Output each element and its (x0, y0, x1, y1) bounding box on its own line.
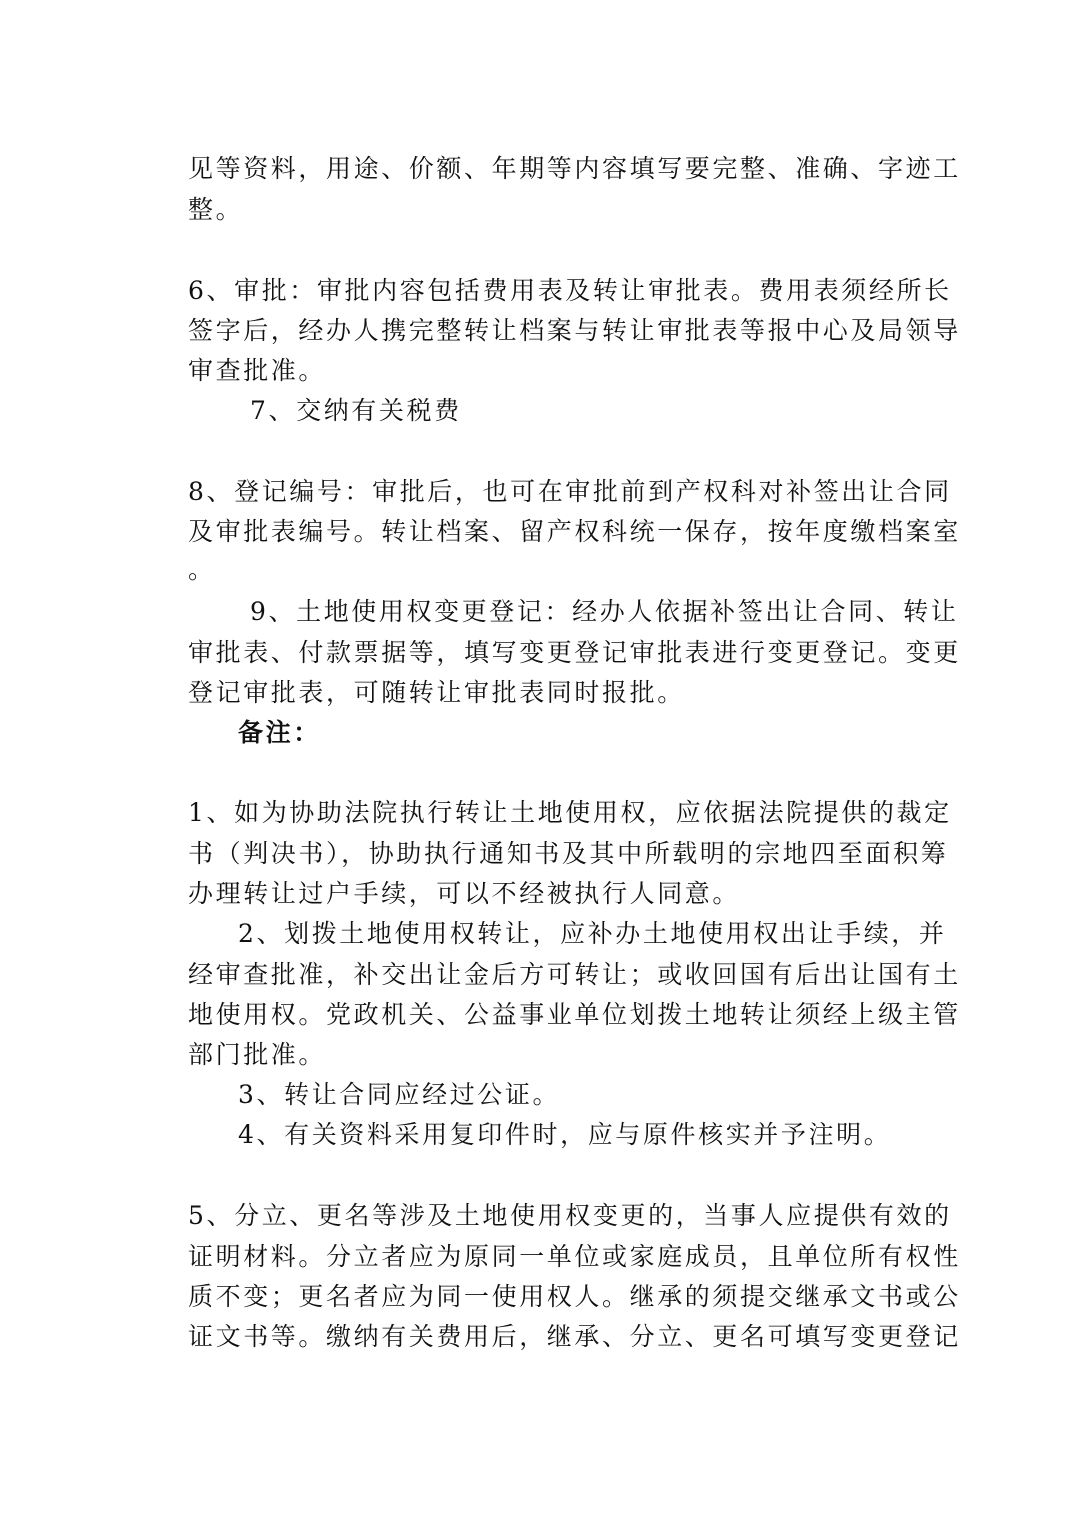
text-line: 见等资料，用途、价额、年期等内容填写要完整、准确、字迹工 (188, 154, 961, 183)
text-line: 审批表、付款票据等，填写变更登记审批表进行变更登记。变更 (188, 638, 961, 667)
text-line: 7、交纳有关税费 (250, 396, 462, 425)
text-line: 4、有关资料采用复印件时，应与原件核实并予注明。 (238, 1120, 892, 1149)
text-line: 书（判决书），协助执行通知书及其中所载明的宗地四至面积筹 (188, 839, 949, 868)
text-line: 及审批表编号。转让档案、留产权科统一保存，按年度缴档案室 (188, 517, 961, 546)
text-line: 6、审批：审批内容包括费用表及转让审批表。费用表须经所长 (188, 276, 952, 305)
text-line: 办理转让过户手续，可以不经被执行人同意。 (188, 879, 741, 908)
text-line: 。 (188, 555, 216, 584)
text-line: 审查批准。 (188, 356, 327, 385)
text-line: 9、土地使用权变更登记：经办人依据补签出让合同、转让 (250, 597, 959, 626)
text-line: 部门批准。 (188, 1040, 327, 1069)
text-line: 经审查批准，补交出让金后方可转让；或收回国有后出让国有土 (188, 960, 961, 989)
text-line: 2、划拨土地使用权转让，应补办土地使用权出让手续，并 (238, 919, 947, 948)
text-line: 签字后，经办人携完整转让档案与转让审批表等报中心及局领导 (188, 316, 961, 345)
section-heading: 备注： (238, 718, 321, 747)
text-line: 1、如为协助法院执行转让土地使用权，应依据法院提供的裁定 (188, 798, 952, 827)
text-line: 3、转让合同应经过公证。 (238, 1080, 561, 1109)
text-line: 整。 (188, 195, 244, 224)
text-line: 质不变；更名者应为同一使用权人。继承的须提交继承文书或公 (188, 1282, 961, 1311)
text-line: 地使用权。党政机关、公益事业单位划拨土地转让须经上级主管 (188, 1000, 961, 1029)
text-line: 8、登记编号：审批后，也可在审批前到产权科对补签出让合同 (188, 477, 952, 506)
text-line: 证明材料。分立者应为原同一单位或家庭成员，且单位所有权性 (188, 1242, 961, 1271)
text-line: 5、分立、更名等涉及土地使用权变更的，当事人应提供有效的 (188, 1201, 952, 1230)
text-line: 证文书等。缴纳有关费用后，继承、分立、更名可填写变更登记 (188, 1322, 961, 1351)
text-line: 登记审批表，可随转让审批表同时报批。 (188, 678, 685, 707)
